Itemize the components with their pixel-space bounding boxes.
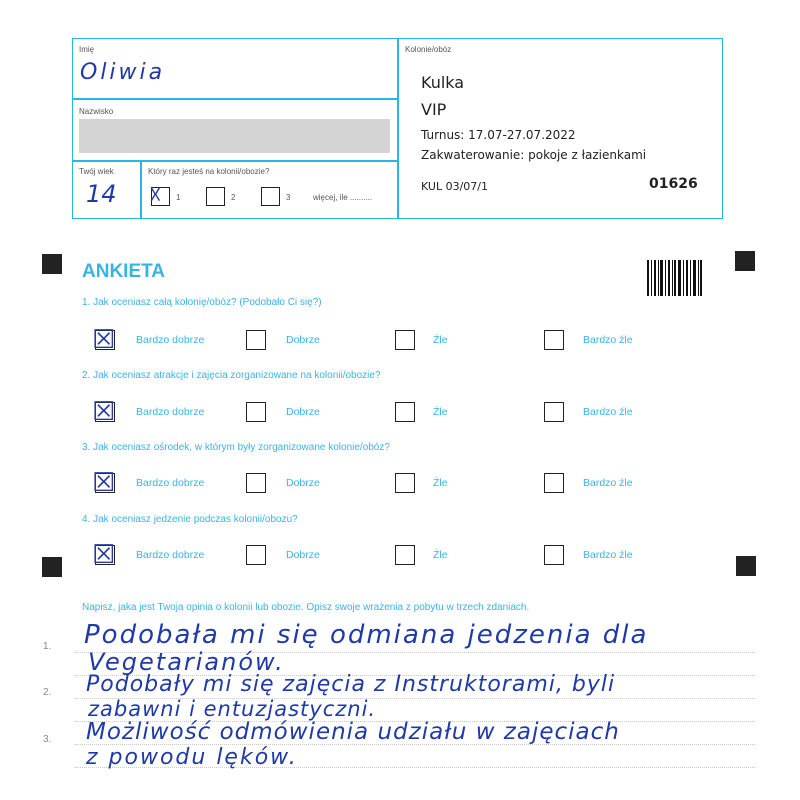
times-option-3: 3 <box>286 193 291 202</box>
registration-mark-top-right <box>735 251 755 271</box>
times-more: więcej, ile .......... <box>313 193 373 202</box>
q2-option-dobrze: Dobrze <box>286 406 320 418</box>
handwritten-line-5: Możliwość odmówienia udziału w zajęciach <box>86 719 620 745</box>
times-check-mark: ☓ <box>149 181 162 209</box>
q4-option-bardzo-zle: Bardzo źle <box>583 549 633 561</box>
header-divider-surname <box>72 160 398 162</box>
surname-redacted <box>79 119 390 153</box>
question-4: 4. Jak oceniasz jedzenie podczas kolonii/obozu? <box>82 514 298 525</box>
handwritten-line-6: z powodu lęków. <box>86 745 298 770</box>
q3-option-bardzo-zle: Bardzo źle <box>583 477 633 489</box>
times-checkbox-2[interactable] <box>206 187 225 206</box>
age-value: 14 <box>86 180 117 208</box>
q4-option-bardzo-dobrze: Bardzo dobrze <box>136 549 205 561</box>
q1-check-mark: ☒ <box>92 325 116 355</box>
q3-checkbox-zle[interactable] <box>395 473 415 493</box>
camp-type: VIP <box>421 100 447 119</box>
q4-option-dobrze: Dobrze <box>286 549 320 561</box>
q1-option-zle: Źle <box>433 334 448 346</box>
line-number-2: 2. <box>43 687 52 698</box>
q4-checkbox-zle[interactable] <box>395 545 415 565</box>
turnus: Turnus: 17.07-27.07.2022 <box>421 128 576 142</box>
q2-checkbox-zle[interactable] <box>395 402 415 422</box>
q1-checkbox-zle[interactable] <box>395 330 415 350</box>
q2-option-zle: Źle <box>433 406 448 418</box>
header-divider-age <box>140 160 142 219</box>
times-option-2: 2 <box>231 193 236 202</box>
q1-option-bardzo-zle: Bardzo źle <box>583 334 633 346</box>
question-1: 1. Jak oceniasz całą kolonię/obóz? (Podobało Ci się?) <box>82 297 322 308</box>
q2-option-bardzo-dobrze: Bardzo dobrze <box>136 406 205 418</box>
surname-label: Nazwisko <box>79 107 114 116</box>
q1-option-dobrze: Dobrze <box>286 334 320 346</box>
q1-checkbox-dobrze[interactable] <box>246 330 266 350</box>
times-checkbox-3[interactable] <box>261 187 280 206</box>
handwritten-line-1: Podobała mi się odmiana jedzenia dla <box>84 620 649 650</box>
handwritten-line-2: Vegetarianów. <box>88 648 285 676</box>
q3-option-dobrze: Dobrze <box>286 477 320 489</box>
question-3: 3. Jak oceniasz ośrodek, w którym były zorganizowane kolonie/obóz? <box>82 442 390 453</box>
handwritten-line-3: Podobały mi się zajęcia z Instruktorami, byli <box>86 672 616 697</box>
q3-checkbox-bardzo-zle[interactable] <box>544 473 564 493</box>
q3-checkbox-dobrze[interactable] <box>246 473 266 493</box>
survey-title: ANKIETA <box>82 261 166 282</box>
q2-checkbox-bardzo-zle[interactable] <box>544 402 564 422</box>
q4-check-mark: ☒ <box>92 540 116 570</box>
handwritten-line-4: zabawni i entuzjastyczni. <box>88 697 377 721</box>
times-option-1: 1 <box>176 193 181 202</box>
registration-mark-bottom-left <box>42 557 62 577</box>
header-divider-vertical <box>397 38 399 219</box>
accommodation: Zakwaterowanie: pokoje z łazienkami <box>421 148 647 162</box>
line-number-1: 1. <box>43 641 52 652</box>
q1-checkbox-bardzo-zle[interactable] <box>544 330 564 350</box>
q2-checkbox-dobrze[interactable] <box>246 402 266 422</box>
q2-check-mark: ☒ <box>92 397 116 427</box>
opinion-prompt: Napisz, jaka jest Twoja opinia o kolonii lub obozie. Opisz swoje wrażenia z pobytu w trzech zdaniach. <box>82 602 530 613</box>
header-divider-name <box>72 98 398 100</box>
q4-option-zle: Źle <box>433 549 448 561</box>
q4-checkbox-bardzo-zle[interactable] <box>544 545 564 565</box>
camp-label: Kolonie/obóz <box>405 45 452 54</box>
registration-mark-bottom-right <box>736 556 756 576</box>
registration-mark-top-left <box>42 254 62 274</box>
name-label: Imię <box>79 45 95 54</box>
camp-name: Kulka <box>421 73 465 92</box>
age-label: Twój wiek <box>79 167 114 176</box>
q3-option-zle: Źle <box>433 477 448 489</box>
question-2: 2. Jak oceniasz atrakcje i zajęcia zorganizowane na kolonii/obozie? <box>82 370 381 381</box>
q3-option-bardzo-dobrze: Bardzo dobrze <box>136 477 205 489</box>
camp-code: KUL 03/07/1 <box>421 180 488 193</box>
line-number-3: 3. <box>43 734 52 745</box>
q2-option-bardzo-zle: Bardzo źle <box>583 406 633 418</box>
q1-option-bardzo-dobrze: Bardzo dobrze <box>136 334 205 346</box>
form-number: 01626 <box>649 176 698 192</box>
barcode-icon <box>647 260 702 296</box>
q3-check-mark: ☒ <box>92 468 116 498</box>
q4-checkbox-dobrze[interactable] <box>246 545 266 565</box>
times-label: Który raz jesteś na kolonii/obozie? <box>148 167 270 176</box>
name-value: Oliwia <box>80 60 166 85</box>
